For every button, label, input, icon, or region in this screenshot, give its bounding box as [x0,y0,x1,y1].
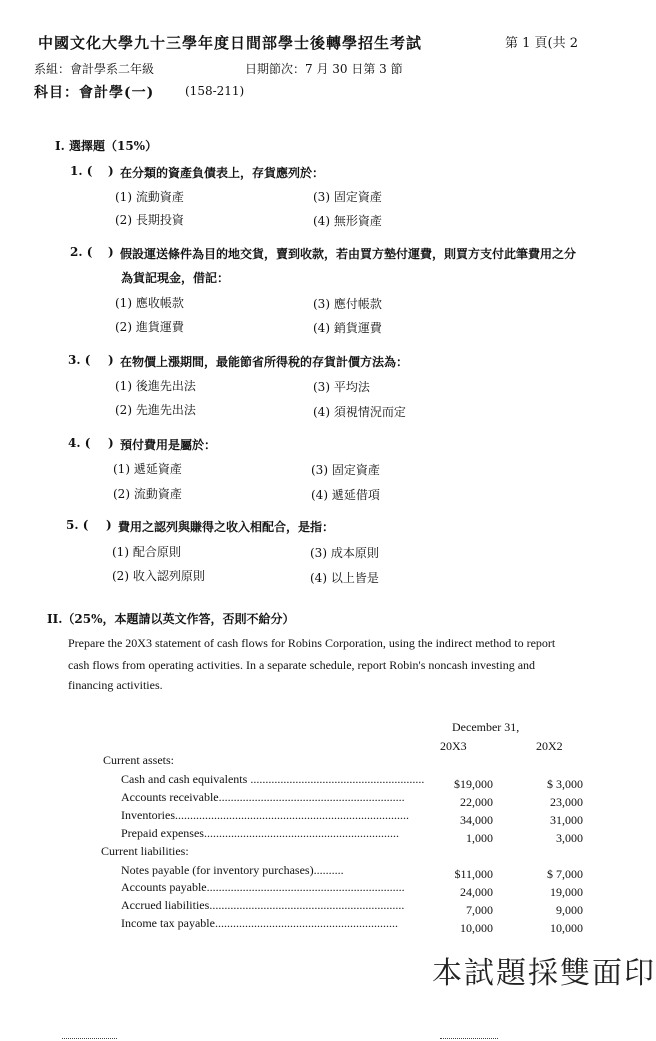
footer-rule-right [440,1038,498,1039]
row-label: Accounts receivable [121,790,219,804]
question-text: 費用之認列與賺得之收入相配合，是指： [118,520,335,534]
question-number: 4. ( [68,436,91,450]
option-4: (4) 遞延借項 [311,488,380,502]
option-1: (1) 遞延資產 [113,462,182,476]
question-number: 1. ( [70,164,93,178]
question-number: 5. ( [66,518,89,532]
answer-bracket-close: ) [108,164,114,178]
row-label: Notes payable (for inventory purchases) [121,863,314,877]
row-label: Income tax payable [121,916,215,930]
row-value-20x3: 7,000 [466,903,493,917]
row-label: Accrued liabilities [121,898,210,912]
option-2: (2) 進貨運費 [115,320,184,334]
row-value-20x2: 19,000 [550,885,583,899]
part2-line-3: financing activities. [68,678,163,692]
row-value-20x2: 10,000 [550,921,583,935]
footer-rule-left [62,1038,117,1039]
double-sided-stamp: 本試題採雙面印 [432,956,656,991]
row-value-20x3: 24,000 [460,885,493,899]
option-3: (3) 應付帳款 [313,297,382,311]
subject-label: 科目：會計學(一) [34,85,155,101]
row-value-20x3: 22,000 [460,795,493,809]
part2-title: II.（25%，本題請以英文作答，否則不給分） [47,612,295,626]
option-3: (3) 平均法 [313,380,370,394]
option-4: (4) 須視情況而定 [313,405,406,419]
answer-bracket-close: ) [106,518,112,532]
subject-code: (158-211) [185,84,245,98]
option-2: (2) 長期投資 [115,213,184,227]
row-label: Cash and cash equivalents [121,772,248,786]
question-number: 2. ( [70,245,93,259]
question-text: 在分類的資產負債表上，存貨應列於： [120,166,325,180]
date-session-line: 日期節次：7 月 30 日第 3 節 [245,62,403,76]
row-label: Accounts payable [121,880,207,894]
option-3: (3) 成本原則 [310,546,379,560]
question-text: 預付費用是屬於： [120,438,217,452]
section-current-liabilities: Current liabilities: [101,844,189,858]
option-1: (1) 配合原則 [112,545,181,559]
row-value-20x2: 23,000 [550,795,583,809]
row-value-20x2: 31,000 [550,813,583,827]
option-3: (3) 固定資產 [311,463,380,477]
row-value-20x2: $ 3,000 [547,777,583,791]
row-value-20x3: 34,000 [460,813,493,827]
question-text: 在物價上漲期間，最能節省所得稅的存貨計價方法為： [120,355,409,369]
row-value-20x2: 3,000 [556,831,583,845]
option-2: (2) 先進先出法 [115,403,196,417]
exam-title: 中國文化大學九十三學年度日間部學士後轉學招生考試 [38,34,423,52]
option-4: (4) 無形資產 [313,214,382,228]
row-value-20x2: $ 7,000 [547,867,583,881]
option-1: (1) 流動資產 [115,190,184,204]
row-value-20x3: $19,000 [454,777,493,791]
option-4: (4) 銷貨運費 [313,321,382,335]
row-value-20x3: $11,000 [454,867,493,881]
table-col-20x2: 20X2 [536,739,563,753]
question-text: 假設運送條件為目的地交貨，賣到收款，若由買方墊付運費，則買方支付此筆費用之分 [120,247,577,261]
table-date-header: December 31, [452,720,520,734]
part1-title: I. 選擇題（15%） [55,139,158,153]
question-number: 3. ( [68,353,91,367]
row-value-20x2: 9,000 [556,903,583,917]
part2-line-2: cash flows from operating activities. In a separate schedule, report Robin's noncash investing and [68,658,536,672]
answer-bracket-close: ) [108,245,114,259]
row-value-20x3: 1,000 [466,831,493,845]
option-2: (2) 收入認列原則 [112,569,205,583]
row-label: Prepaid expenses [121,826,204,840]
row-value-20x3: 10,000 [460,921,493,935]
option-3: (3) 固定資產 [313,190,382,204]
section-current-assets: Current assets: [103,753,174,767]
option-1: (1) 後進先出法 [115,379,196,393]
option-1: (1) 應收帳款 [115,296,184,310]
answer-bracket-close: ) [108,353,114,367]
table-col-20x3: 20X3 [440,739,467,753]
answer-bracket-close: ) [108,436,114,450]
option-2: (2) 流動資產 [113,487,182,501]
option-4: (4) 以上皆是 [310,571,379,585]
department-line: 系組：會計學系二年級 [34,62,155,76]
row-label: Inventories [121,808,175,822]
part2-line-1: Prepare the 20X3 statement of cash flows for Robins Corporation, using the indirect method to report [68,636,556,650]
page-number: 第 1 頁(共 2 [505,36,579,51]
question-text-cont: 為貨記現金，借記： [121,271,230,285]
